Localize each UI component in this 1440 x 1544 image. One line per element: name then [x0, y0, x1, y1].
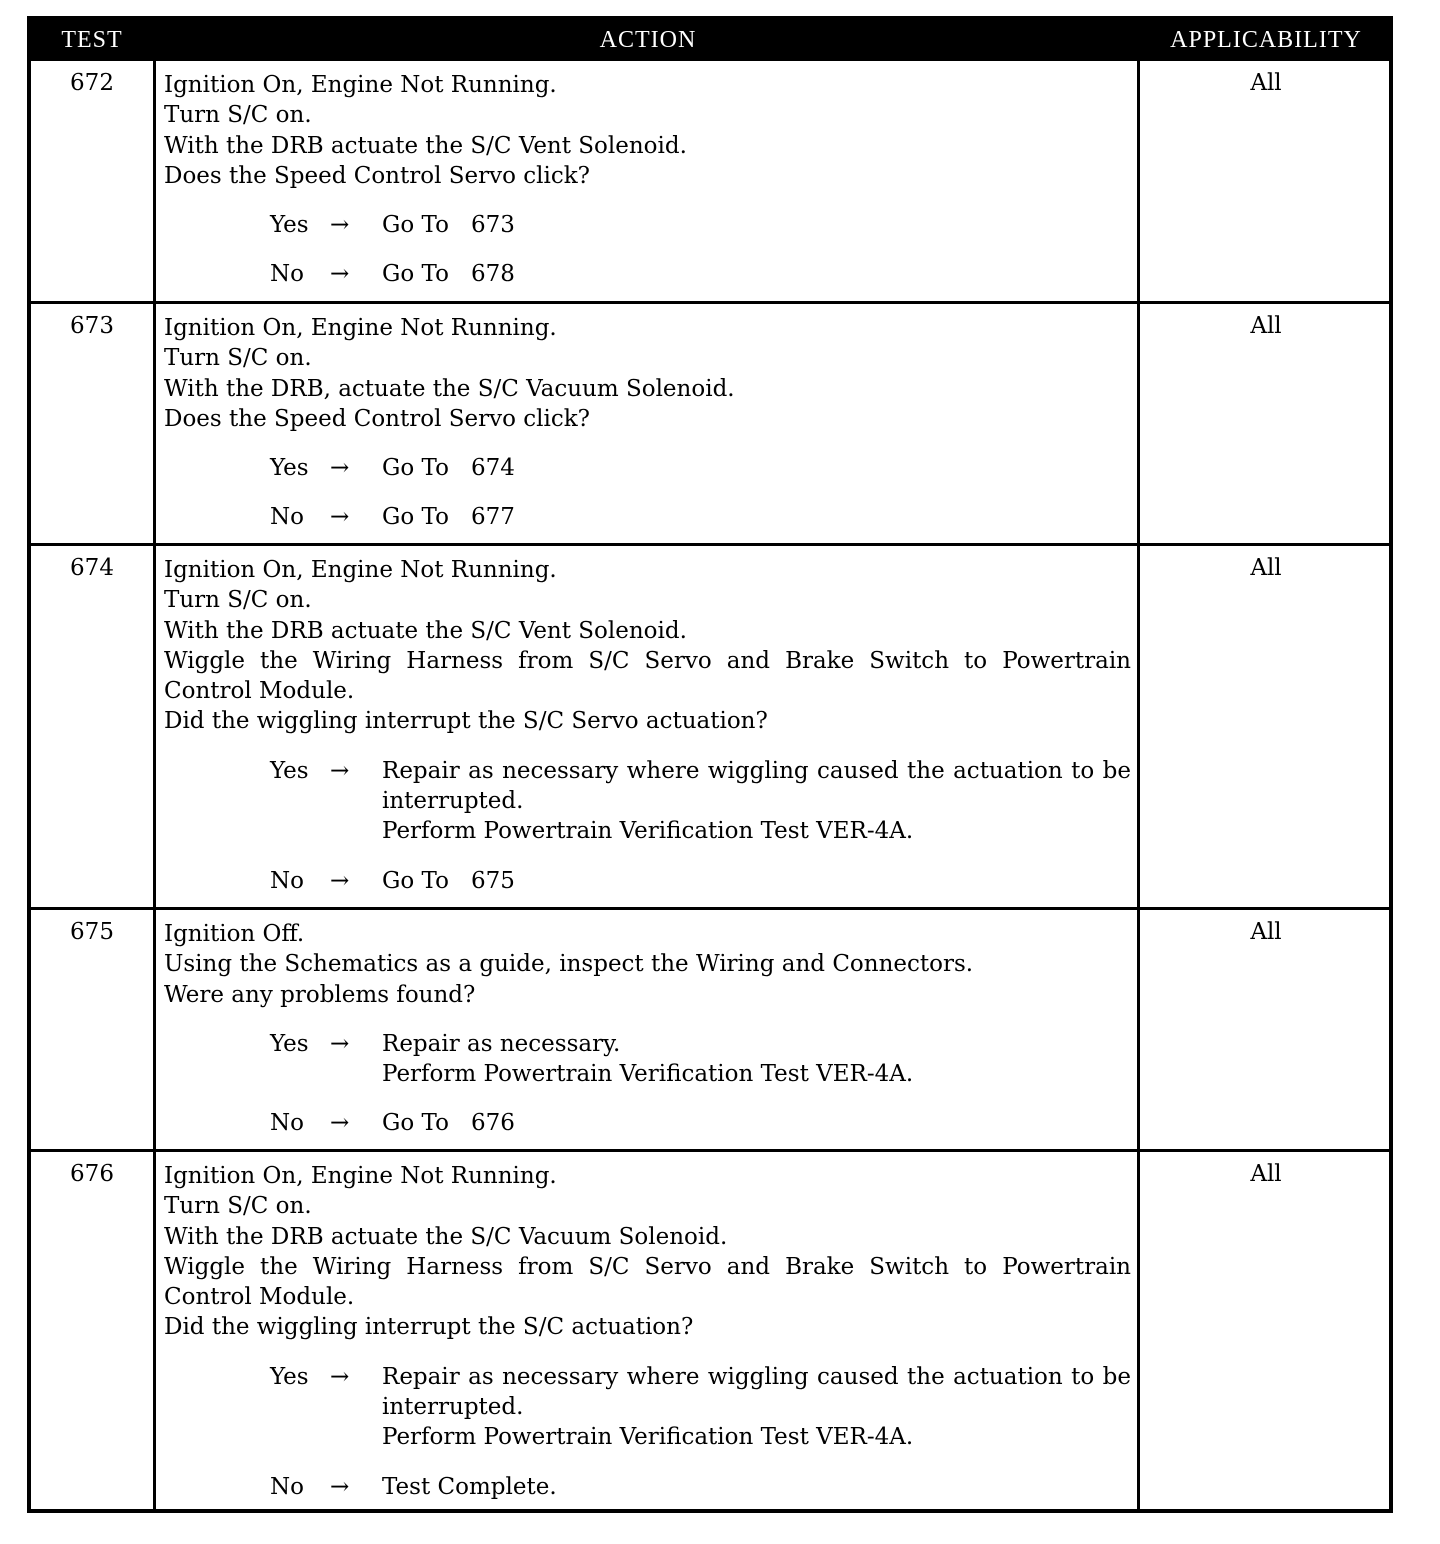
test-number: 672: [70, 70, 114, 96]
outcome-result: Repair as necessary where wiggling caused the actuation to be interrupted.: [382, 757, 1131, 815]
arrow-icon: →: [330, 1363, 350, 1390]
action-step: Does the Speed Control Servo click?: [164, 162, 590, 189]
goto-label: Go To: [382, 212, 449, 239]
action-step: Ignition On, Engine Not Running.: [164, 1163, 557, 1189]
test-number: 675: [70, 919, 114, 945]
action-step: Turn S/C on.: [164, 345, 312, 372]
outcome-label: No: [270, 1110, 304, 1137]
table-row: [31, 61, 1389, 304]
action-step: Did the wiggling interrupt the S/C actuation?: [164, 1314, 694, 1341]
goto-label: Go To: [382, 261, 449, 288]
action-step: With the DRB actuate the S/C Vent Solenoid.: [164, 132, 687, 159]
action-step: Ignition On, Engine Not Running.: [164, 557, 557, 583]
action-cell: [164, 919, 1131, 1139]
test-number: 676: [70, 1161, 114, 1187]
outcome-result: Repair as necessary.: [382, 1030, 621, 1057]
outcome-label: Yes: [270, 1363, 309, 1390]
goto-label: Go To: [382, 1110, 449, 1137]
goto-target: 678: [470, 261, 515, 288]
outcome-no: [164, 1108, 1131, 1138]
outcome-yes: [164, 210, 1131, 240]
outcome-label: No: [270, 261, 304, 288]
outcome-label: Yes: [270, 1030, 309, 1057]
header-test: TEST: [61, 27, 123, 53]
goto-target: 674: [470, 455, 515, 482]
action-step: Ignition On, Engine Not Running.: [164, 315, 557, 341]
goto-label: Go To: [382, 867, 449, 894]
action-step: Wiggle the Wiring Harness from S/C Servo and Brake Switch to Powertrain Control Module.: [164, 1253, 1131, 1311]
action-step: Did the wiggling interrupt the S/C Servo actuation?: [164, 708, 768, 735]
outcome-result: Perform Powertrain Verification Test VER-4A.: [382, 818, 914, 845]
arrow-icon: →: [330, 504, 350, 531]
outcome-no: [164, 259, 1131, 289]
applicability-value: All: [1250, 1161, 1282, 1187]
arrow-icon: →: [330, 455, 350, 482]
applicability-value: All: [1250, 70, 1282, 96]
outcome-result: Perform Powertrain Verification Test VER-4A.: [382, 1061, 914, 1088]
outcome-label: No: [270, 504, 304, 531]
action-step: Ignition On, Engine Not Running.: [164, 72, 557, 98]
arrow-icon: →: [330, 757, 350, 784]
outcome-result: Test Complete.: [382, 1473, 557, 1500]
applicability-value: All: [1250, 919, 1282, 945]
action-step: Were any problems found?: [164, 981, 476, 1008]
header-applicability: APPLICABILITY: [1170, 27, 1362, 53]
outcome-label: No: [270, 1473, 304, 1500]
action-step: Turn S/C on.: [164, 587, 312, 614]
outcome-label: Yes: [270, 455, 309, 482]
outcome-result: Perform Powertrain Verification Test VER-4A.: [382, 1424, 914, 1451]
outcome-yes: [164, 756, 1131, 847]
goto-target: 676: [470, 1110, 515, 1137]
action-cell: [164, 555, 1131, 896]
arrow-icon: →: [330, 1473, 350, 1500]
action-step: With the DRB actuate the S/C Vent Solenoid.: [164, 617, 687, 644]
action-step: Ignition Off.: [164, 921, 305, 947]
goto-target: 673: [470, 212, 515, 239]
arrow-icon: →: [330, 1110, 350, 1137]
action-step: With the DRB actuate the S/C Vacuum Solenoid.: [164, 1223, 728, 1250]
action-cell: [164, 70, 1131, 290]
arrow-icon: →: [330, 212, 350, 239]
action-step: Using the Schematics as a guide, inspect the Wiring and Connectors.: [164, 951, 974, 978]
goto-label: Go To: [382, 455, 449, 482]
table-row: [31, 304, 1389, 546]
test-number: 674: [70, 555, 114, 581]
outcome-no: [164, 1472, 1131, 1502]
action-step: Turn S/C on.: [164, 102, 312, 129]
action-step: Turn S/C on.: [164, 1193, 312, 1220]
test-number: 673: [70, 313, 114, 339]
outcome-label: Yes: [270, 212, 309, 239]
table-row: [31, 546, 1389, 910]
goto-target: 675: [470, 867, 515, 894]
arrow-icon: →: [330, 261, 350, 288]
goto-target: 677: [470, 504, 515, 531]
outcome-yes: [164, 1362, 1131, 1453]
arrow-icon: →: [330, 1030, 350, 1057]
action-cell: [164, 1161, 1131, 1502]
outcome-no: [164, 866, 1131, 896]
arrow-icon: →: [330, 867, 350, 894]
action-step: Does the Speed Control Servo click?: [164, 405, 590, 432]
action-step: Wiggle the Wiring Harness from S/C Servo and Brake Switch to Powertrain Control Module.: [164, 647, 1131, 705]
outcome-result: Repair as necessary where wiggling caused the actuation to be interrupted.: [382, 1363, 1131, 1421]
table-row: [31, 910, 1389, 1152]
action-step: With the DRB, actuate the S/C Vacuum Solenoid.: [164, 375, 735, 402]
applicability-value: All: [1250, 555, 1282, 581]
table-row: [31, 1152, 1389, 1509]
outcome-no: [164, 502, 1131, 532]
outcome-label: No: [270, 867, 304, 894]
header-action: ACTION: [599, 27, 697, 53]
table-header: [31, 20, 1389, 61]
diagnostic-test-table: [27, 16, 1393, 1513]
action-cell: [164, 313, 1131, 533]
outcome-label: Yes: [270, 757, 309, 784]
outcome-yes: [164, 1029, 1131, 1090]
applicability-value: All: [1250, 313, 1282, 339]
goto-label: Go To: [382, 504, 449, 531]
outcome-yes: [164, 453, 1131, 483]
